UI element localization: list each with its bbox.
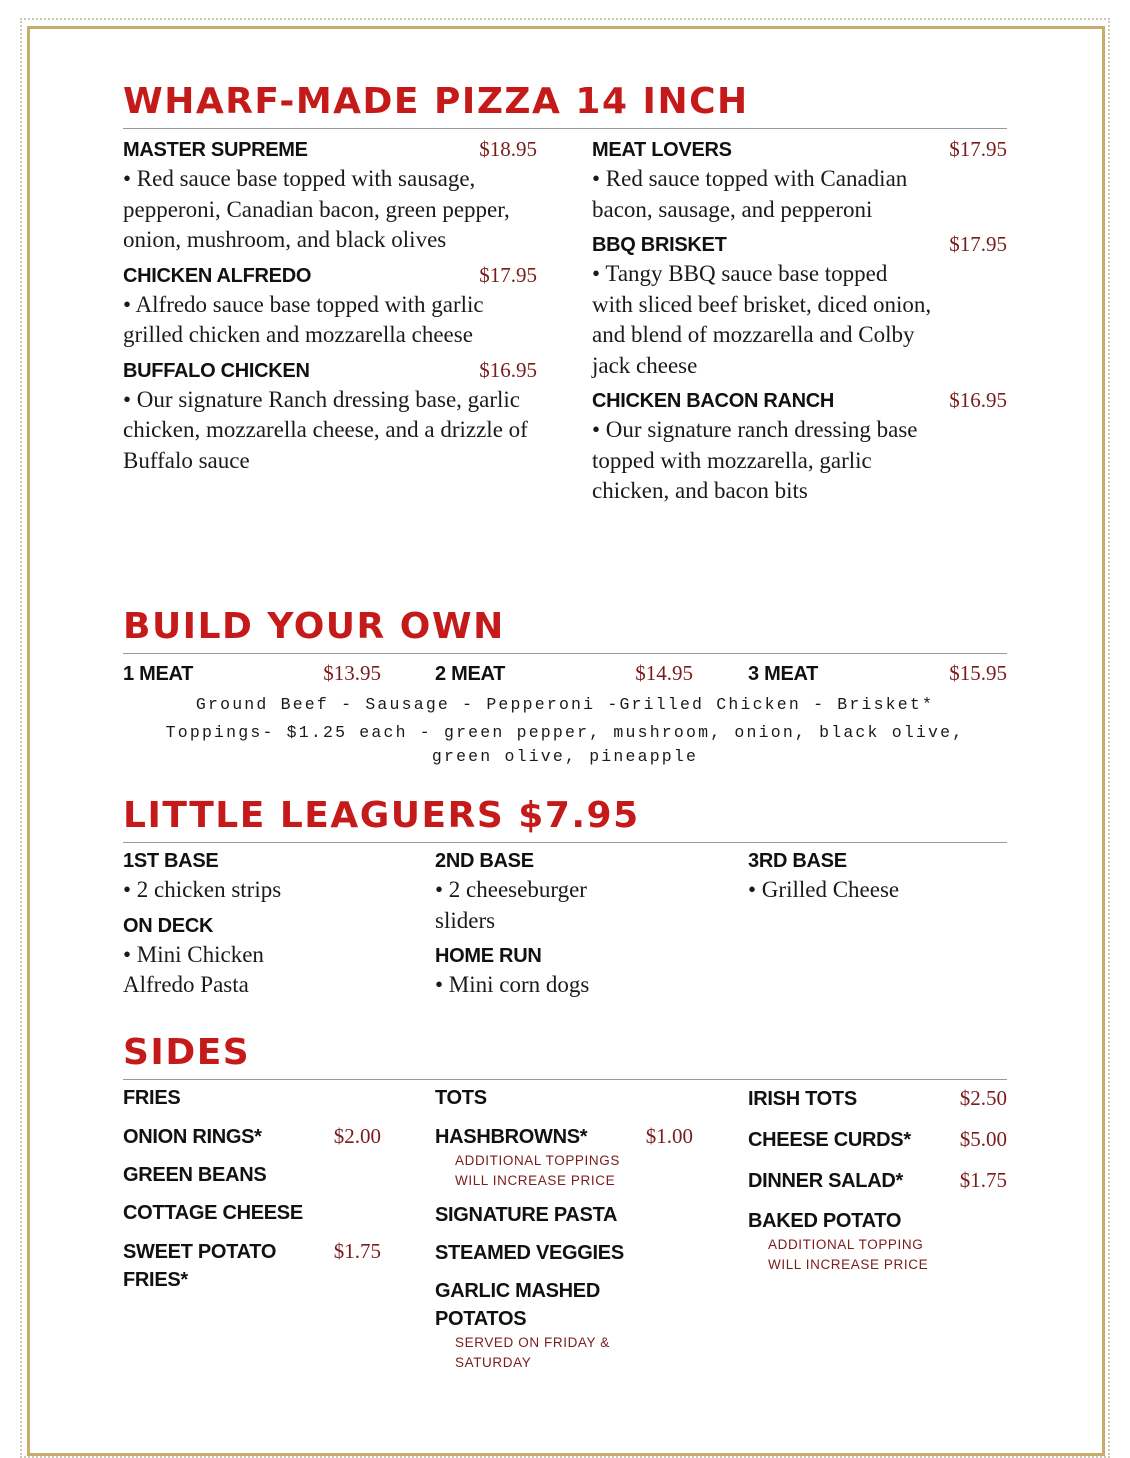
menu-item: [123, 261, 537, 351]
item-price: $17.95: [949, 137, 1007, 161]
kids-column-3: [748, 847, 988, 906]
option-name: 3 MEAT: [748, 663, 819, 685]
menu-item: [435, 942, 665, 1001]
item-name: BBQ BRISKET: [592, 234, 727, 256]
side-item: [435, 1201, 693, 1229]
menu-item: [123, 135, 537, 256]
side-price: $1.75: [959, 1168, 1007, 1192]
item-description: • 2 chicken strips: [123, 877, 282, 902]
item-price: $17.95: [949, 232, 1007, 256]
side-name: STEAMED VEGGIES: [435, 1242, 624, 1264]
toppings-line: green olive, pineapple: [431, 747, 699, 766]
sides-column-1: [123, 1084, 381, 1294]
menu-item: [123, 912, 353, 1001]
pizza-left-column: [123, 135, 537, 476]
item-description: • Grilled Cheese: [748, 877, 900, 902]
side-item: [123, 1122, 381, 1151]
item-name: MASTER SUPREME: [123, 139, 308, 161]
kids-divider: [123, 842, 1007, 843]
side-name: FRIES: [123, 1087, 181, 1109]
side-name: GREEN BEANS: [123, 1164, 267, 1186]
item-description: • Mini corn dogs: [435, 972, 590, 997]
option-price: $13.95: [323, 661, 381, 685]
side-price: $2.00: [333, 1124, 381, 1148]
sides-divider: [123, 1079, 1007, 1080]
kids-column-1: [123, 847, 353, 1001]
side-name: DINNER SALAD*: [748, 1170, 903, 1192]
side-item: [748, 1207, 1007, 1275]
item-price: $17.95: [479, 262, 537, 287]
side-item: [435, 1122, 693, 1191]
item-description: • Red sauce topped with Canadian bacon, sausage, and pepperoni: [592, 166, 908, 222]
side-note: SERVED ON FRIDAY & SATURDAY: [455, 1335, 610, 1370]
side-name: COTTAGE CHEESE: [123, 1202, 303, 1224]
side-item: [748, 1125, 1007, 1154]
side-name: ONION RINGS*: [123, 1126, 262, 1148]
side-item: [435, 1239, 693, 1267]
side-note: ADDITIONAL TOPPING WILL INCREASE PRICE: [768, 1237, 929, 1272]
side-name: GARLIC MASHED POTATOS: [435, 1280, 600, 1330]
option-price: $14.95: [635, 661, 693, 685]
toppings-line: Toppings- $1.25 each - green pepper, mushroom, onion, black olive,: [165, 723, 965, 742]
item-name: ON DECK: [123, 914, 214, 937]
side-price: $2.50: [959, 1086, 1007, 1110]
item-description: • Our signature ranch dressing base topped with mozzarella, garlic chicken, and bacon bits: [592, 417, 918, 503]
build-divider: [123, 653, 1007, 654]
side-item: [123, 1237, 381, 1294]
item-name: 1ST BASE: [123, 850, 219, 872]
pizza-right-column: [592, 135, 1007, 507]
menu-item: [592, 386, 1007, 507]
side-item: [748, 1084, 1007, 1113]
item-description: • Red sauce base topped with sausage, pepperoni, Canadian bacon, green pepper, onion, mushroom, and black olives: [123, 166, 510, 252]
menu-item: [123, 356, 537, 477]
menu-item: [123, 847, 353, 906]
side-name: HASHBROWNS*: [435, 1126, 588, 1148]
side-name: IRISH TOTS: [748, 1088, 857, 1110]
side-price: $1.00: [645, 1124, 693, 1148]
build-section-title: BUILD YOUR OWN: [123, 606, 505, 647]
option-name: 2 MEAT: [435, 663, 506, 685]
build-option: [748, 659, 1007, 688]
sides-column-3: [748, 1084, 1007, 1275]
item-name: CHICKEN ALFREDO: [123, 264, 312, 287]
option-price: $15.95: [949, 661, 1007, 685]
item-price: $16.95: [949, 388, 1007, 412]
item-name: BUFFALO CHICKEN: [123, 359, 310, 382]
menu-item: [435, 847, 665, 936]
option-name: 1 MEAT: [123, 663, 194, 685]
item-name: 2ND BASE: [435, 850, 534, 872]
item-name: HOME RUN: [435, 945, 542, 967]
item-description: • Our signature Ranch dressing base, garlic chicken, mozzarella cheese, and a drizzle of Buffalo sauce: [123, 386, 528, 473]
pizza-section-title: WHARF-MADE PIZZA 14 INCH: [123, 81, 749, 122]
item-price: $16.95: [479, 357, 537, 382]
menu-item: [748, 847, 988, 906]
sides-column-2: [435, 1084, 693, 1373]
side-item: [123, 1199, 381, 1227]
menu-item: [592, 230, 1007, 381]
side-price: $5.00: [959, 1127, 1007, 1151]
meat-choices: Ground Beef - Sausage - Pepperoni -Grilled Chicken - Brisket*: [195, 695, 935, 714]
build-option: [123, 659, 381, 688]
build-option: [435, 659, 693, 688]
item-description: • Alfredo sauce base topped with garlic grilled chicken and mozzarella cheese: [123, 291, 484, 347]
side-item: [748, 1166, 1007, 1195]
side-name: SWEET POTATO FRIES*: [123, 1241, 277, 1291]
item-name: 3RD BASE: [748, 850, 847, 872]
menu-item: [592, 135, 1007, 225]
side-note: ADDITIONAL TOPPINGS WILL INCREASE PRICE: [455, 1153, 620, 1188]
side-item: [435, 1277, 693, 1373]
item-name: MEAT LOVERS: [592, 139, 732, 161]
side-item: [435, 1084, 693, 1112]
kids-column-2: [435, 847, 665, 1001]
side-name: TOTS: [435, 1087, 487, 1109]
kids-section-title: LITTLE LEAGUERS $7.95: [123, 795, 640, 836]
side-item: [123, 1161, 381, 1189]
item-description: • Tangy BBQ sauce base topped with sliced beef brisket, diced onion, and blend of mozzarella and Colby jack cheese: [592, 261, 932, 378]
item-description: • Mini Chicken Alfredo Pasta: [123, 941, 264, 997]
sides-section-title: SIDES: [123, 1032, 251, 1073]
side-price: $1.75: [333, 1239, 381, 1263]
side-name: CHEESE CURDS*: [748, 1129, 911, 1151]
side-name: SIGNATURE PASTA: [435, 1204, 618, 1226]
item-description: • 2 cheeseburger sliders: [435, 877, 587, 933]
side-name: BAKED POTATO: [748, 1210, 902, 1232]
item-name: CHICKEN BACON RANCH: [592, 390, 835, 412]
side-item: [123, 1084, 381, 1112]
item-price: $18.95: [479, 137, 537, 161]
pizza-divider: [123, 128, 1007, 129]
